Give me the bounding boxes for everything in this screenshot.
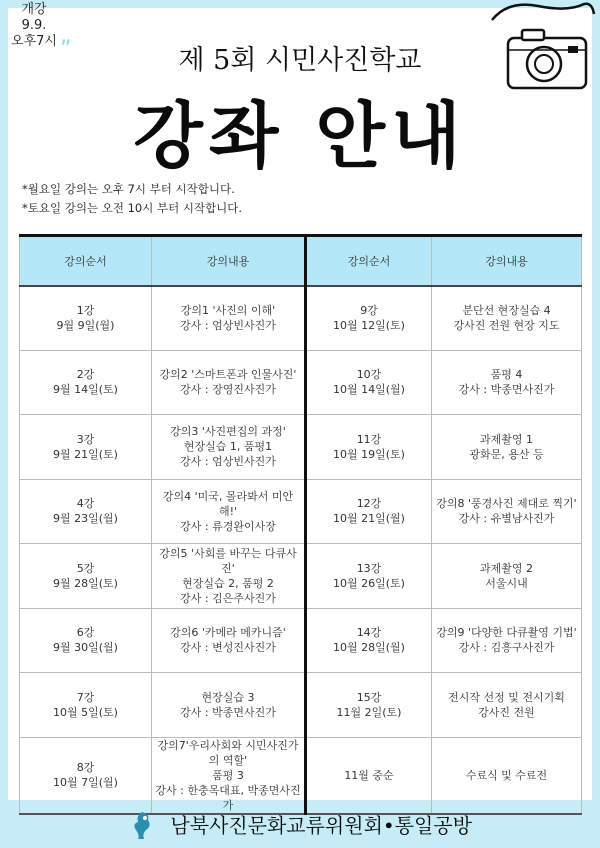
- lecture-content-cell: 수료식 및 수료전: [432, 737, 582, 814]
- table-row: [20, 737, 582, 814]
- lecture-order-cell: 10강 10월 14일(월): [306, 350, 432, 415]
- lecture-content-cell: 전시작 선정 및 전시기획 강사진 전원: [432, 673, 582, 738]
- lecture-order-cell: 12강 10월 21일(월): [306, 479, 432, 544]
- lecture-order-cell: 14강 10월 28일(월): [306, 608, 432, 673]
- lecture-order-cell: 13강 10월 26일(토): [306, 544, 432, 609]
- lecture-order-cell: 8강 10월 7일(월): [20, 737, 152, 814]
- table-header-row: [20, 236, 582, 286]
- opening-label: 개강: [21, 2, 47, 17]
- lecture-content-cell: 강의2 '스마트폰과 인물사진' 강사 : 장영진사진가: [152, 350, 306, 415]
- lecture-order-cell: 11월 중순: [306, 737, 432, 814]
- table-row: [20, 608, 582, 673]
- table-row: [20, 479, 582, 544]
- lecture-content-cell: 강의1 '사진의 이해' 강사 : 엄상빈사진가: [152, 286, 306, 351]
- header-order-left: 강의순서: [20, 236, 152, 286]
- lecture-content-cell: 품평 4 강사 : 박종면사진가: [432, 350, 582, 415]
- header-content-right: 강의내용: [432, 236, 582, 286]
- lecture-order-cell: 5강 9월 28일(토): [20, 544, 152, 609]
- header-order-right: 강의순서: [306, 236, 432, 286]
- opening-date: 9.9.: [21, 18, 47, 33]
- lecture-content-cell: 강의5 '사회를 바꾸는 다큐사진' 현장실습 2, 품평 2 강사 : 김은주사진가: [152, 544, 306, 609]
- lecture-order-cell: 3강 9월 21일(토): [20, 415, 152, 480]
- schedule-notes: [22, 180, 242, 218]
- lecture-content-cell: 과제촬영 1 광화문, 용산 등: [432, 415, 582, 480]
- table-row: [20, 673, 582, 738]
- footer-organization: [0, 808, 600, 844]
- lecture-order-cell: 9강 10월 12일(토): [306, 286, 432, 351]
- table-row: [20, 415, 582, 480]
- note-monday: *월요일 강의는 오후 7시 부터 시작합니다.: [22, 182, 235, 196]
- opening-time: 오후7시: [11, 34, 57, 49]
- lecture-content-cell: 과제촬영 2 서울시내: [432, 544, 582, 609]
- lecture-content-cell: 강의4 '미국, 몰라봐서 미안해!' 강사 : 류경완이사장: [152, 479, 306, 544]
- lecture-order-cell: 11강 10월 19일(토): [306, 415, 432, 480]
- lecture-order-cell: 7강 10월 5일(토): [20, 673, 152, 738]
- lecture-schedule-table: [19, 234, 582, 815]
- header-content-left: 강의내용: [152, 236, 306, 286]
- quote-mark: ”: [60, 37, 72, 62]
- table-row: [20, 544, 582, 609]
- lecture-content-cell: 강의3 '사진편집의 과정' 현장실습 1, 품평1 강사 : 엄상빈사진가: [152, 415, 306, 480]
- lecture-order-cell: 2강 9월 14일(토): [20, 350, 152, 415]
- poster-subtitle: 제 5회 시민사진학교: [178, 45, 422, 76]
- organization-name: 남북사진문화교류위원회•통일공방: [170, 813, 472, 838]
- table-row: [20, 350, 582, 415]
- lecture-content-cell: 강의8 '풍경사진 제대로 찍기' 강사 : 유별남사진가: [432, 479, 582, 544]
- lecture-content-cell: 강의9 '다양한 다큐촬영 기법' 강사 : 김흥구사진가: [432, 608, 582, 673]
- lecture-order-cell: 15강 11월 2일(토): [306, 673, 432, 738]
- org-logo-icon: [128, 808, 158, 840]
- table-row: [20, 286, 582, 351]
- lecture-order-cell: 1강 9월 9일(월): [20, 286, 152, 351]
- lecture-content-cell: 강의7'우리사회와 시민사진가의 역할' 품평 3 강사 : 한충목대표, 박종면사진가: [152, 737, 306, 814]
- poster-title: 강좌 안내: [133, 94, 467, 178]
- note-saturday: *토요일 강의는 오전 10시 부터 시작합니다.: [22, 201, 243, 215]
- lecture-content-cell: 현장실습 3 강사 : 박종면사진가: [152, 673, 306, 738]
- lecture-order-cell: 6강 9월 30일(월): [20, 608, 152, 673]
- lecture-content-cell: 강의6 '카메라 메카니즘' 강사 : 변성진사진가: [152, 608, 306, 673]
- lecture-content-cell: 분단선 현장실습 4 강사진 전원 현장 지도: [432, 286, 582, 351]
- lecture-order-cell: 4강 9월 23일(월): [20, 479, 152, 544]
